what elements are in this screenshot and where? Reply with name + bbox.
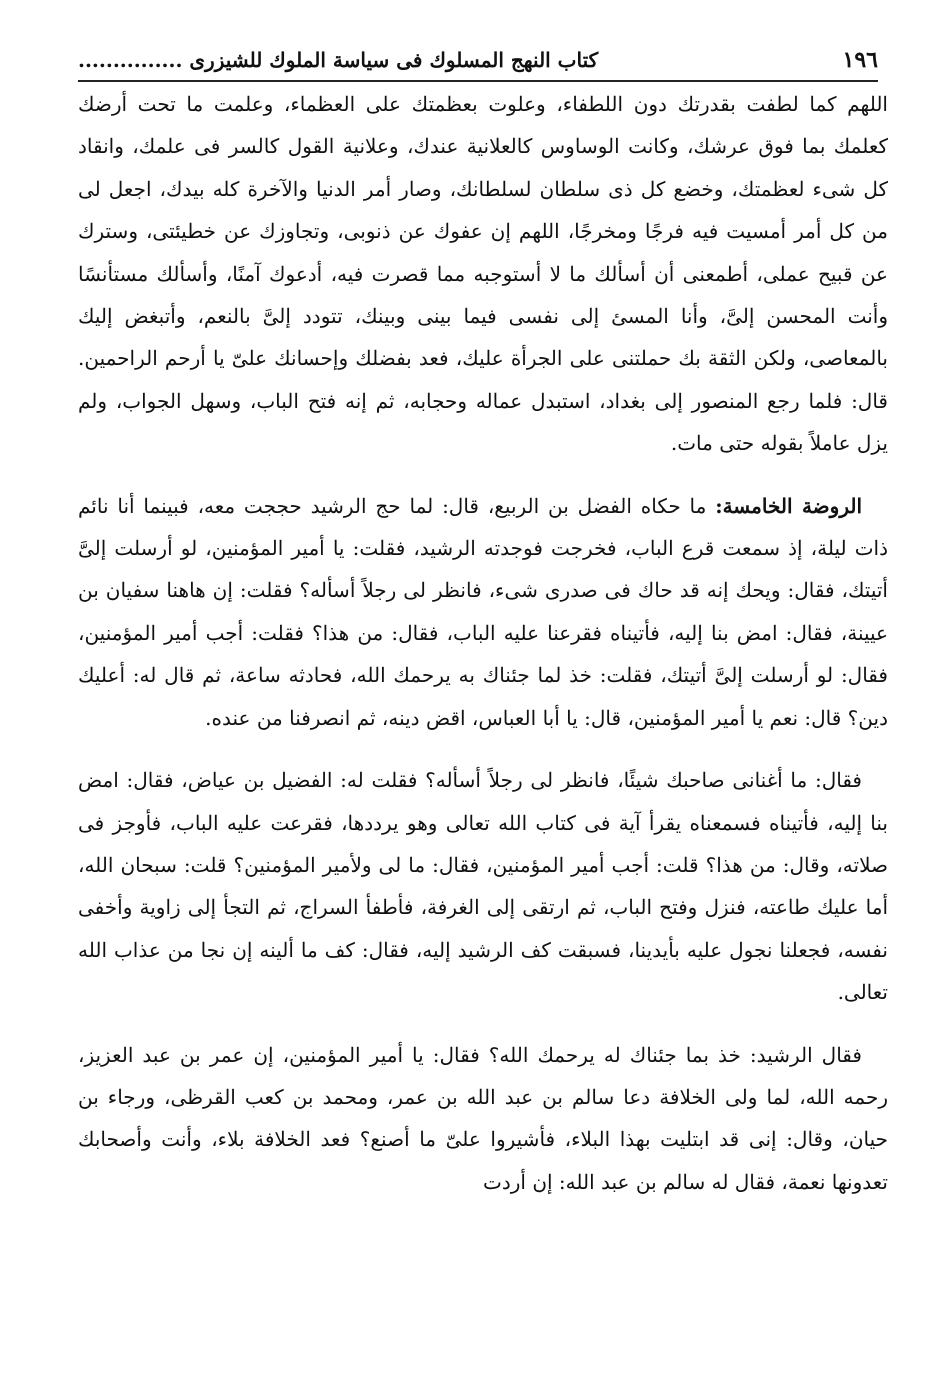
page-header <box>78 40 878 82</box>
body-text <box>78 83 888 1203</box>
paragraph-text: فقال الرشيد: خذ بما جئناك له يرحمك الله؟ فقال: يا أمير المؤمنين، إن عمر بن عبد العزيز، رحمه الله، لما ولى الخلافة دعا سالم بن عبد الله بن عمر، ومحمد بن كعب القرظى، ورجاء بن حيان، وقال: إنى قد ابتليت بهذا البلاء، فأشيروا علىّ ما أصنع؟ فعد الخلافة بلاء، وأنت وأصحابك تعدونها نعمة، فقال له سالم بن عبد الله: إن أردت <box>78 1042 888 1194</box>
paragraph-text: اللهم كما لطفت بقدرتك دون اللطفاء، وعلوت بعظمتك على العظماء، وعلمت ما تحت أرضك كعلمك بما فوق عرشك، وكانت الوساوس كالعلانية عندك، وعلانية القول كالسر فى علمك، وانقاد كل شىء لعظمتك، وخضع كل ذى سلطان لسلطانك، وصار أمر الدنيا والآخرة كله بيدك، اجعل لى من كل أمر أمسيت فيه فرجًا ومخرجًا، اللهم إن عفوك عن ذنوبى، وتجاوزك عن خطيئتى، وسترك عن قبيح عملى، أطمعنى أن أسألك ما لا أستوجبه مما قصرت فيه، أدعوك آمنًا، وأسألك مستأنسًا وأنت المحسن إلىَّ، وأنا المسئ إلى نفسى فيما بينى وبينك، تتودد إلىَّ بالنعم، وأتبغض إليك بالمعاصى، ولكن الثقة بك حملتنى على الجرأة عليك، فعد بفضلك وإحسانك علىّ يا أرحم الراحمين. قال: فلما رجع المنصور إلى بغداد، استبدل عماله وحجابه، ثم إنه فتح الباب، وسهل الجواب، ولم يزل عاملاً بقوله حتى مات. <box>78 92 888 456</box>
paragraph-3 <box>78 759 888 1013</box>
paragraph-text: فقال: ما أغنانى صاحبك شيئًا، فانظر لى رجلاً أسأله؟ فقلت له: الفضيل بن عياض، فقال: امض بنا إليه، فأتيناه فسمعناه يقرأ آية فى كتاب الله تعالى وهو يرددها، فقرعت عليه الباب، فأوجز فى صلاته، وقال: من هذا؟ قلت: أجب أمير المؤمنين، فقال: ما لى ولأمير المؤمنين؟ قلت: سبحان الله، أما عليك طاعته، فنزل وفتح الباب، ثم ارتقى إلى الغرفة، فأطفأ السراج، ثم التجأ إلى زاوية وأخفى نفسه، فجعلنا نجول عليه بأيدينا، فسبقت كف الرشيد إليه، فقال: كف ما ألينه إن نجا من عذاب الله تعالى. <box>78 768 888 1005</box>
running-title: كتاب النهج المسلوك فى سياسة الملوك للشيزرى ............... <box>78 48 599 72</box>
paragraph-text: ما حكاه الفضل بن الربيع، قال: لما حج الرشيد حججت معه، فبينما أنا نائم ذات ليلة، إذ سمعت قرع الباب، فخرجت فوجدته الرشيد، فقلت: يا أمير المؤمنين، لو أرسلت إلىَّ أتيتك، فقال: ويحك إنه قد حاك فى صدرى شىء، فانظر لى رجلاً أسأله؟ فقلت: إن هاهنا سفيان بن عيينة، فقال: امض بنا إليه، فأتيناه فقرعنا عليه الباب، فقال: من هذا؟ فقلت: أجب أمير المؤمنين، فقال: لو أرسلت إلىَّ أتيتك، فقلت: خذ لما جئناك به يرحمك الله، فحادثه ساعة، ثم قال له: أعليك دين؟ قال: نعم يا أمير المؤمنين، قال: يا أبا العباس، اقض دينه، ثم انصرفنا من عنده. <box>78 493 888 730</box>
page-number: ١٩٦ <box>842 47 878 73</box>
paragraph-1 <box>78 83 888 465</box>
section-heading: الروضة الخامسة: <box>715 493 863 518</box>
paragraph-4 <box>78 1034 888 1204</box>
paragraph-2 <box>78 485 888 739</box>
